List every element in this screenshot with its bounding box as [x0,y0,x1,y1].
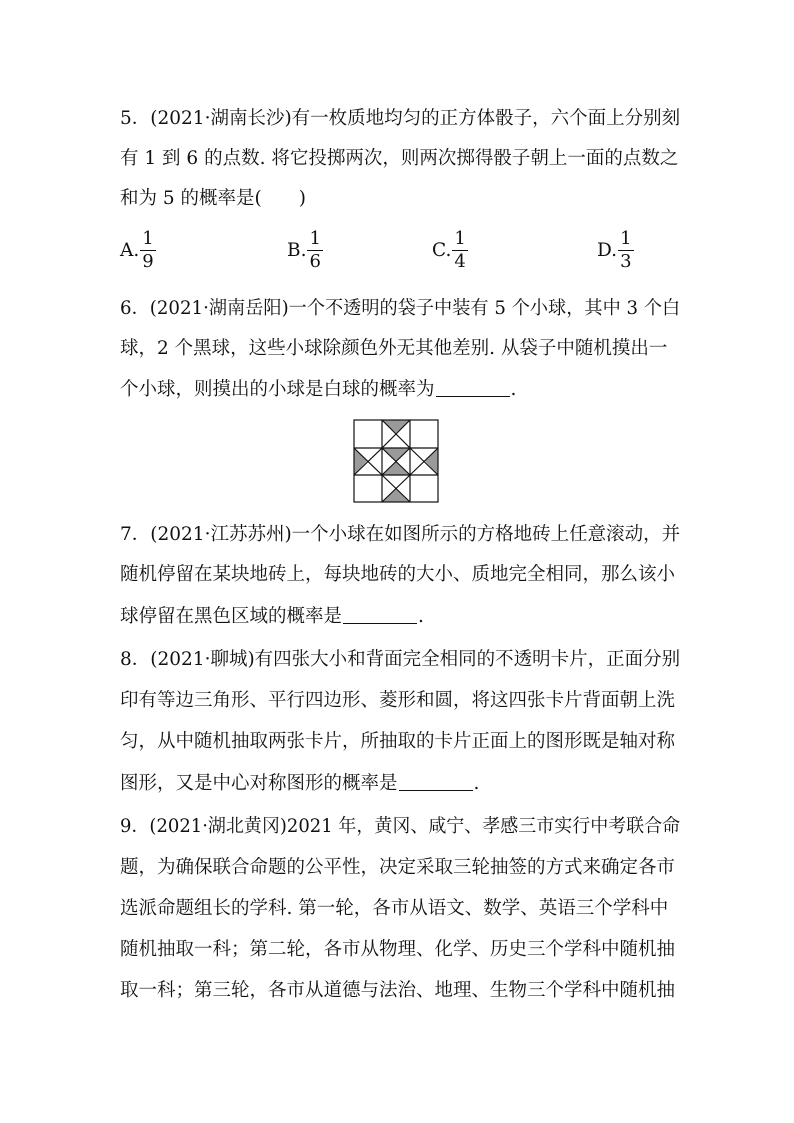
answer-blank[interactable] [399,774,473,791]
q5-option-b [287,230,323,271]
shaded-triangle [425,448,438,475]
q8-line-3: 匀，从中随机抽取两张卡片，所抽取的卡片正面上的图形既是轴对称 [120,731,676,752]
option-fraction [140,230,155,271]
answer-blank[interactable] [343,607,417,624]
q9-line-2: 题，为确保联合命题的公平性，决定采取三轮抽签的方式来确定各市 [120,857,676,878]
q7-line-1: 7．(2021·江苏苏州)一个小球在如图所示的方格地砖上任意滚动，并 [120,524,681,545]
q5-line-1: 5．(2021·湖南长沙)有一枚质地均匀的正方体骰子，六个面上分别刻 [120,108,681,129]
fraction-denominator: 6 [309,251,321,272]
answer-blank[interactable] [436,380,510,397]
q6-line-3-end: . [510,379,517,400]
fraction-numerator: 1 [142,228,154,249]
option-fraction [307,230,322,271]
option-letter: A. [120,240,140,261]
shaded-triangle [382,489,410,502]
q5-option-c [432,230,468,271]
fraction-denominator: 4 [454,251,466,272]
q7-line-3-text: 球停留在黑色区域的概率是 [120,606,343,627]
q8-line-4 [120,774,479,794]
option-fraction [452,230,467,271]
fraction-numerator: 1 [454,228,466,249]
fraction-denominator: 9 [142,251,154,272]
fraction-numerator: 1 [309,228,321,249]
q7-line-3 [120,607,424,627]
q8-line-4-end: . [473,773,480,794]
option-fraction [618,230,633,271]
q9-line-1: 9．(2021·湖北黄冈)2021 年，黄冈、咸宁、孝感三市实行中考联合命 [120,816,681,837]
q8-line-1: 8．(2021·聊城)有四张大小和背面完全相同的不透明卡片，正面分别 [120,649,681,670]
fraction-denominator: 3 [620,251,632,272]
q5-option-a [120,230,156,271]
q6-line-1: 6．(2021·湖南岳阳)一个不透明的袋子中装有 5 个小球，其中 3 个白 [120,298,681,319]
q9-line-3: 选派命题组长的学科. 第一轮，各市从语文、数学、英语三个学科中 [120,898,669,919]
shaded-triangle [382,448,410,461]
shaded-triangle [382,461,410,475]
option-letter: C. [432,240,452,261]
q6-line-2: 球，2 个黑球，这些小球除颜色外无其他差别. 从袋子中随机摸出一 [120,338,668,359]
q6-line-3-text: 个小球，则摸出的小球是白球的概率为 [120,379,435,400]
q6-line-3 [120,380,516,400]
tile-grid-figure [353,419,439,503]
q5-line-2: 有 1 到 6 的点数. 将它投掷两次，则两次掷得骰子朝上一面的点数之 [120,148,679,169]
shaded-triangle [354,448,367,475]
q8-line-4-text: 图形，又是中心对称图形的概率是 [120,773,398,794]
q5-line-3: 和为 5 的概率是( ) [120,188,306,209]
q9-line-5: 取一科；第三轮，各市从道德与法治、地理、生物三个学科中随机抽 [120,980,676,1001]
option-letter: D. [597,240,618,261]
q9-line-4: 随机抽取一科；第二轮，各市从物理、化学、历史三个学科中随机抽 [120,939,676,960]
q5-option-d [597,230,634,271]
q7-line-2: 随机停留在某块地砖上，每块地砖的大小、质地完全相同，那么该小 [120,564,676,585]
q7-line-3-end: . [418,606,424,627]
tile-grid-svg [353,419,439,503]
shaded-triangle [382,420,410,433]
q8-line-2: 印有等边三角形、平行四边形、菱形和圆，将这四张卡片背面朝上洗 [120,690,676,711]
option-letter: B. [287,240,307,261]
fraction-numerator: 1 [620,228,632,249]
